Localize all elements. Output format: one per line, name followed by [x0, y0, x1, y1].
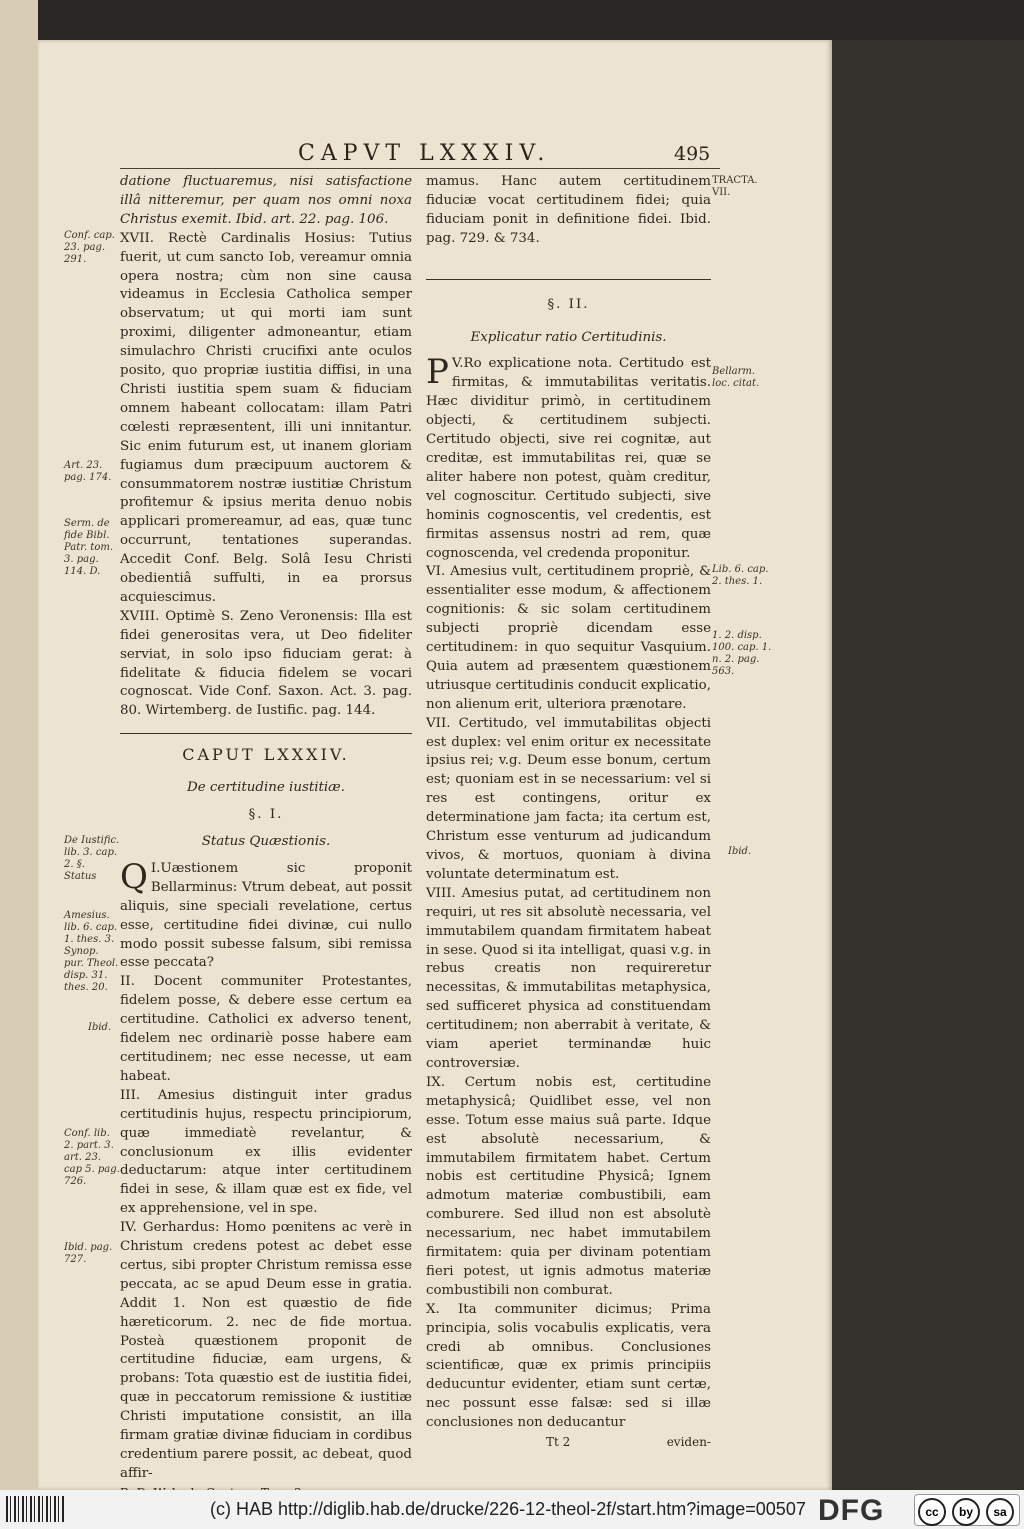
paragraph: VIII. Amesius putat, ad certitudinem non requiri, ut res sit absolutè necessaria, vel immutabilem quandam firmitatem habeat in sese. Quod si ita intelligat, quasi v.g. in rebus creatis non requireretur necessitas, & immutabilitas metaphysica, sed sufficeret physica ad constituendam certitudinem; non aberrabit à veritate, & viam aperiet terminandæ huic controversiæ.: [426, 885, 711, 1071]
cc-icon: cc: [918, 1498, 946, 1526]
paragraph: mamus. Hanc autem certitudinem fiduciæ vocat certitudinem fidei; quia fiduciam ponit in definitione fidei. Ibid. pag. 729. & 734.: [426, 174, 711, 246]
attribution-link[interactable]: (c) HAB http://diglib.hab.de/drucke/226-12-theol-2f/start.htm?image=00507: [210, 1499, 806, 1519]
chapter-subtitle: De certitudine iustitiæ.: [186, 780, 346, 796]
chapter-title: CAPUT LXXXIV.: [182, 745, 350, 765]
previous-page-edge: [0, 0, 38, 1490]
margin-note: Art. 23. pag. 174.: [64, 460, 112, 483]
margin-note: Conf. cap. 23. pag. 291.: [64, 230, 115, 265]
barcode-icon: [6, 1496, 66, 1522]
margin-note: De Iustific. lib. 3. cap. 2. §. Status: [64, 835, 120, 882]
signature-mark: Tt 2: [546, 1435, 571, 1450]
margin-note: Ibid.: [88, 1022, 112, 1033]
footer-bar: [0, 1490, 1024, 1529]
section-heading: §. II.: [547, 296, 590, 312]
section-heading: §. I.: [248, 807, 284, 823]
page-number: 495: [674, 143, 711, 165]
paragraph-number: V.: [451, 356, 464, 372]
margin-note: Ibid.: [728, 846, 752, 857]
catchword: eviden-: [666, 1435, 711, 1450]
drop-cap: P: [426, 352, 449, 393]
margin-note: Amesius. lib. 6. cap. 1. thes. 3. Synop. pur. Theol. disp. 31. thes. 20.: [64, 910, 119, 993]
section-title: Explicatur ratio Certitudinis.: [470, 329, 667, 345]
divider: [120, 733, 412, 734]
margin-note: TRACTA. VII.: [712, 175, 758, 198]
margin-note: 1. 2. disp. 100. cap. 1. n. 2. pag. 563.: [712, 630, 772, 677]
paragraph: X. Ita communiter dicimus; Prima principia, solis vocabulis explicatis, vera credi ab omnibus. Conclusiones scientificæ, quæ ex primis principiis deducuntur evidenter, etiam sunt certæ, nec possunt esse falsæ: sed si illæ conclusiones non deducantur: [426, 1301, 711, 1431]
paragraph: VI. Amesius vult, certitudinem propriè, & essentialiter esse modum, & affectionem cognitionis: & sic solam certitudinem subjecti propriè dicendam esse certitudinem: in quo sequitur Vasquium. Quia autem ad præsentem quæstionem utriusque certitudinis conducit explicatio, non alienum erit, ulteriora prænotare.: [426, 564, 711, 712]
license-badge[interactable]: [914, 1494, 1020, 1526]
by-icon: by: [952, 1498, 980, 1526]
margin-note: Serm. de fide Bibl. Patr. tom. 3. pag. 114. D.: [64, 518, 113, 577]
dfg-logo[interactable]: DFG: [818, 1494, 885, 1527]
paragraph: XVIII. Optimè S. Zeno Veronensis: Illa est fidei generositas vera, ut Deo fideliter serviat, in solo ipso fiduciam gerat: à fidelitate & fiducia fidelem se vocari cognoscat. Vide Conf. Saxon. Act. 3. pag. 80. Wirtemberg. de Iustific. pag. 144.: [120, 608, 412, 719]
background-dark: [832, 40, 1024, 1490]
paragraph-number: I.: [150, 860, 161, 876]
paragraph: datione fluctuaremus, nisi satisfactione illâ nitteremur, per quam nos omni noxa Christus exemit. Ibid. art. 22. pag. 106.: [120, 174, 412, 227]
divider: [426, 279, 711, 280]
section-title: Status Quæstionis.: [201, 834, 331, 849]
drop-cap: Q: [120, 856, 148, 897]
paragraph: III. Amesius distinguit inter gradus certitudinis hujus, respectu principiorum, quæ immediatè revelantur, & conclusionum ex illis evidenter deductarum: atque inter certitudinem fidei in sese, & illam quæ est ex fide, vel ex apprehensione, vel in spe.: [120, 1087, 412, 1217]
margin-note: Bellarm. loc. citat.: [712, 366, 760, 389]
right-column: [426, 173, 711, 1453]
paragraph: Ro explicatione nota. Certitudo est firmitas, & immutabilitas veritatis. Hæc dividitur primò, in certitudinem objecti, & certitudinem subjecti. Certitudo objecti, sive rei cognitæ, aut creditæ, est immutabilitas rei, quæ se aliter habere non potest, quàm creditur, vel cognoscitur. Certitudo subjecti, sive hominis cognoscentis, vel credentis, est firmitas assensus nostri ad rem, quæ cognoscenda, vel credenda proponitur.: [426, 356, 711, 561]
margin-note: Conf. lib. 2. part. 3. art. 23. cap 5. pag. 726.: [64, 1128, 120, 1187]
margin-note: Ibid. pag. 727.: [64, 1242, 113, 1265]
paragraph: VII. Certitudo, vel immutabilitas objecti est duplex: vel enim oritur ex necessitate ipsius rei; v.g. Deum esse bonum, certum est; quoniam est in se necessarium: vel si res est contingens, oritur ex determinatione jam facta; ita certum est, Christum esse venturum ad judicandum vivos, & mortuos, quoniam à divina voluntate determinatum est.: [426, 715, 711, 882]
paragraph: IX. Certum nobis est, certitudine metaphysicâ; Quidlibet esse, vel non esse. Totum esse maius suâ parte. Idque est absolutè necessarium, & immutabilem firmitatem habet. Certum nobis est certitudine Physicâ; Ignem admotum materiæ combustibili, eam comburere. Sed illud non est absolutè necessarium, nec habet immutabilem firmitatem: quia per divinam potentiam fieri potest, ut ignis admotus materiæ combustibili non comburat.: [426, 1074, 711, 1298]
paragraph: XVII. Rectè Cardinalis Hosius: Tutius fuerit, ut cum sancto Iob, vereamur omnia opera nostra; cùm non sine causa videamus in Ecclesia Catholica semper observatum; ut qui morti iam sunt proximi, diligenter admoneantur, etiam simulachro Christi crucifixi ante oculos posito, quo propriæ iustitia diffisi, in una Christi iustitia spem suam & fiduciam omnem habeant collocatam: illam Patri cœlesti repræsentent, illi uni innitantur. Sic enim futurum est, ut inanem gloriam fugiamus dum præcipuum auctorem & consummatorem nostræ iustitiæ Christum profitemur & ipsius merita denuo nobis applicari promereamur, ad eas, quæ tunc occurrunt, tentationes superandas. Accedit Conf. Belg. Solâ Iesu Christi obedientiâ suffulti, in ea prorsus acquiescimus.: [120, 230, 412, 605]
paragraph: Uæstionem sic proponit Bellarminus: Vtrum debeat, aut possit aliquis, sine speciali revelatione, certus esse, certitudine fidei divinæ, cui nullo modo possit subesse falsum, sibi remissa esse peccata?: [120, 860, 412, 971]
paragraph: II. Docent communiter Protestantes, fidelem posse, & debere esse certum ea certitudine. Catholici ex adverso tenent, fidelem nec ordinariè posse habere eam certitudinem; nec esse necesse, ut eam habeat.: [120, 974, 412, 1084]
margin-note: Lib. 6. cap. 2. thes. 1.: [712, 564, 769, 587]
paragraph: IV. Gerhardus: Homo pœnitens ac verè in Christum credens potest ac debet esse certus, sibi propter Christum remissa esse peccata, ac se apud Deum esse in gratia. Addit 1. Non est quæstio de fide hæreticorum. 2. nec de fide mortua. Posteà quæstionem proponit de certitudine fiduciæ, eam urgens, & probans: Tota quæstio est de iustitia fidei, quæ in peccatorum remissione & iustitiæ Christi imputatione consistit, an illa firmam gratiæ divinæ fiduciam in cordibus credentium parere possit, ac debeat, quod affir-: [120, 1220, 412, 1481]
left-column: [120, 173, 412, 1503]
sa-icon: sa: [986, 1498, 1014, 1526]
running-title: CAPVT LXXXIV.: [298, 141, 551, 166]
header-rule: [120, 168, 720, 169]
